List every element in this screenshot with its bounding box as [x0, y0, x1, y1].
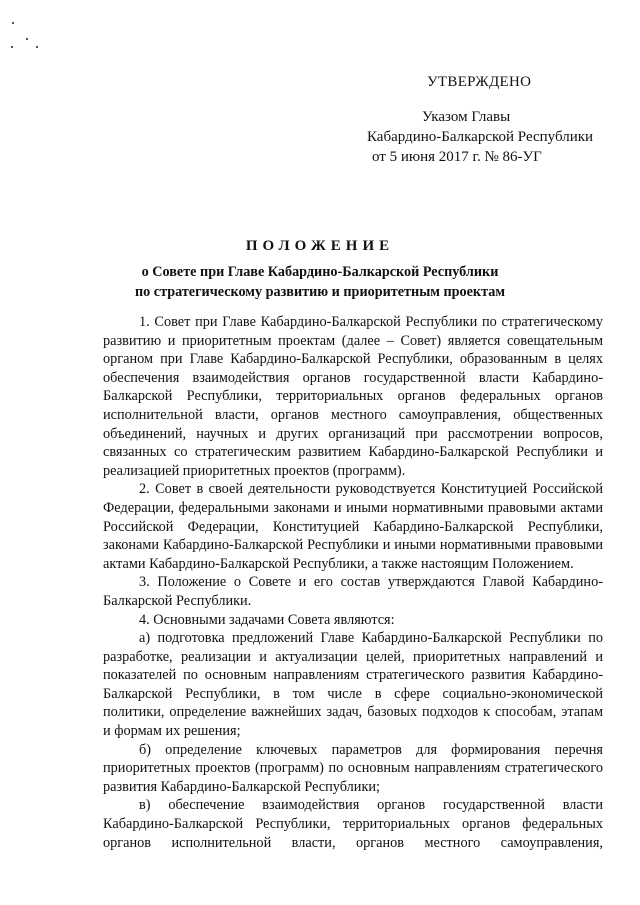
document-title: ПОЛОЖЕНИЕ — [245, 238, 395, 254]
approval-line-3: от 5 июня 2017 г. № 86-УГ — [372, 149, 542, 165]
document-subtitle-line-2: по стратегическому развитию и приоритетным проектам — [134, 284, 506, 300]
approval-line-1: Указом Главы — [422, 109, 511, 125]
scan-speck — [12, 22, 14, 24]
scan-speck — [26, 38, 28, 40]
approval-heading: УТВЕРЖДЕНО — [427, 74, 532, 90]
paragraph-4: 4. Основными задачами Совета являются: — [139, 611, 395, 628]
paragraph-2: 2. Совет в своей деятельности руководствуется Конституцией Российской Федерации, федеральными законами и иными нормативными правовыми актами Российской Федерации, Конституцией Кабардино-Балкарской Республики, законами Кабардино-Балкарской Республики и иными нормативными правовыми актами Кабардино-Балкарской Республики, а также настоящим Положением. — [103, 481, 603, 572]
document-subtitle-line-1: о Совете при Главе Кабардино-Балкарской Республики — [141, 264, 499, 280]
paragraph-1: 1. Совет при Главе Кабардино-Балкарской Республики по стратегическому развитию и приоритетным проектам (далее – Совет) является совещательным органом при Главе Кабардино-Балкарской Республики, образованным в целях обеспечения взаимодействия органов государственной власти Кабардино-Балкарской Республики, территориальных органов федеральных органов исполнительной власти, органов местного самоуправления, общественных объединений, научных и других организаций при рассмотрении вопросов, связанных со стратегическим развитием Кабардино-Балкарской Республики и реализацией приоритетных проектов (программ). — [103, 314, 603, 479]
paragraph-3: 3. Положение о Совете и его состав утверждаются Главой Кабардино-Балкарской Республики. — [103, 574, 603, 609]
document-body — [103, 313, 603, 852]
approval-line-2: Кабардино-Балкарской Республики — [367, 129, 594, 145]
paragraph-4c: в) обеспечение взаимодействия органов государственной власти Кабардино-Балкарской Республики, территориальных органов федеральных органов исполнительной власти, органов местного самоуправления, — [103, 797, 603, 851]
paragraph-4a: а) подготовка предложений Главе Кабардино-Балкарской Республики по разработке, реализации и актуализации целей, приоритетных направлений и показателей по основным направлениям стратегического развития Кабардино-Балкарской Республики, в том числе в сфере социально-экономической политики, определение важнейших задач, базовых подходов к способам, этапам и формам их решения; — [103, 630, 603, 740]
scan-speck — [36, 46, 38, 48]
paragraph-4b: б) определение ключевых параметров для формирования перечня приоритетных проектов (программ) по основным направлениям стратегического развития Кабардино-Балкарской Республики; — [103, 741, 603, 795]
scan-speck — [11, 46, 13, 48]
